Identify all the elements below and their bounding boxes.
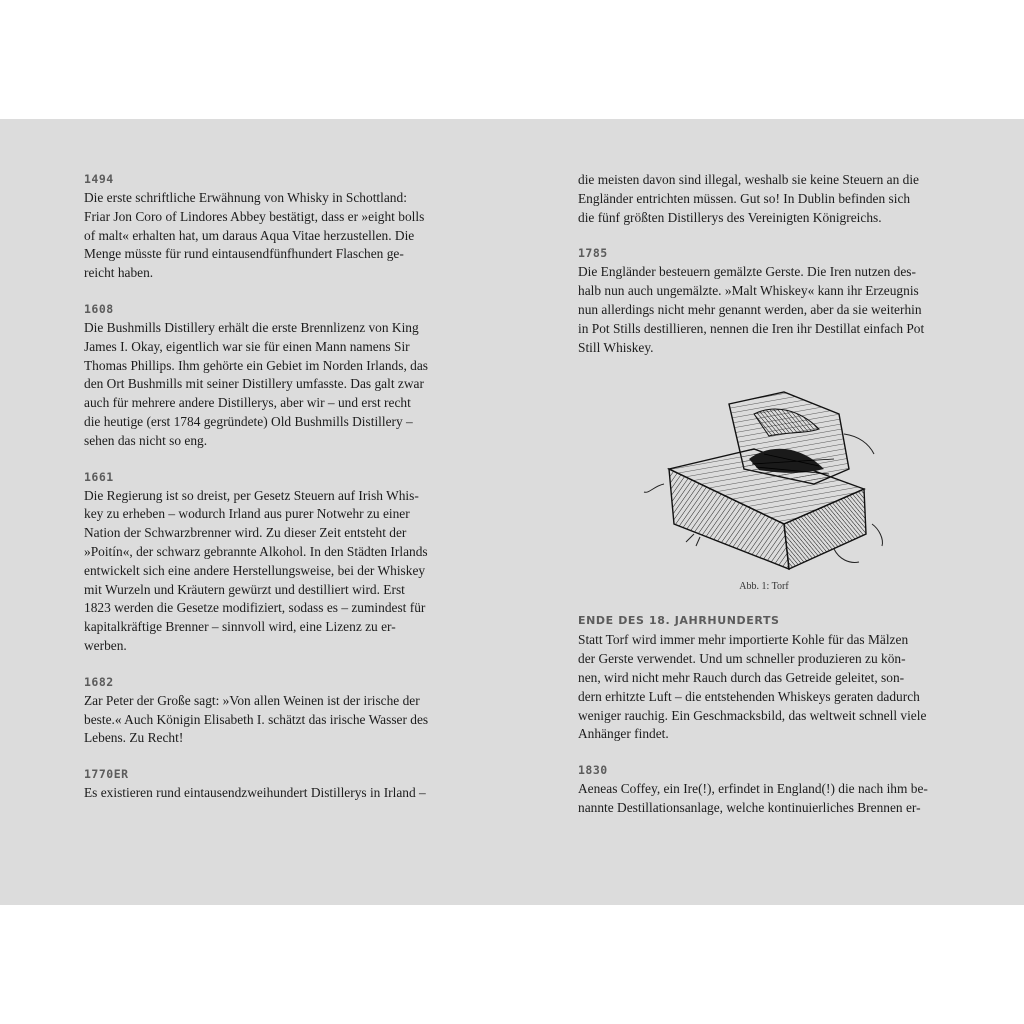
timeline-entry-1661 bbox=[84, 468, 456, 656]
figure-peat bbox=[578, 374, 950, 594]
timeline-entry-1494 bbox=[84, 170, 456, 283]
timeline-entry-1785 bbox=[578, 244, 950, 357]
entry-year: ENDE DES 18. JAHRHUNDERTS bbox=[578, 614, 780, 628]
right-page-column bbox=[578, 171, 950, 835]
entry-text: Die Engländer besteuern gemälzte Gerste. Die Iren nutzen des- halb nun auch ungemälzte. »Malt Whiskey« kann ihr Erzeugnis nun allerdings nicht mehr genannt werden, aber da sie weiterhin in Pot Stills destillieren, nennen die Iren ihr Destillat einfach Pot Still Whiskey. bbox=[578, 264, 925, 355]
entry-year: 1494 bbox=[84, 172, 114, 186]
entry-text: Statt Torf wird immer mehr importierte Kohle für das Mälzen der Gerste verwendet. Und um schneller produzieren zu kön- nen, wird nicht mehr Rauch durch das Getreide geleitet, son- dern erhitzte Luft – die entstehenden Whiskeys geraten dadurch weniger rauchig. Ein Geschmacksbild, das weltweit schnell viele Anhänger findet. bbox=[578, 632, 927, 742]
entry-text: Zar Peter der Große sagt: »Von allen Weinen ist der irische der beste.« Auch Königin Elisabeth I. schätzt das irische Wasser des Lebens. Zu Recht! bbox=[84, 692, 429, 746]
left-page-column bbox=[84, 170, 456, 820]
peat-block-illustration bbox=[634, 374, 894, 574]
entry-text: Die Regierung ist so dreist, per Gesetz Steuern auf Irish Whis- key zu erheben – wodurch Irland aus purer Notwehr zu einer Nation der Schwarzbrenner wird. Zu dieser Zeit entsteht der »Poitín«, der schwarz gebrannte Alkohol. In den Städten Irlands entwickelt sich eine andere Herstellungsweise, bei der Whiskey mit Wurzeln und Kräutern gewürzt und destilliert wird. Erst 1823 werden die Gesetze modifiziert, sodass es – zumindest für kapitalkräftige Brenner – sinnvoll wird, eine Lizenz zu er- werben. bbox=[84, 487, 428, 653]
timeline-entry-1770er bbox=[84, 765, 456, 803]
timeline-entry-1608 bbox=[84, 300, 456, 451]
entry-year: 1661 bbox=[84, 469, 114, 484]
timeline-entry-late-18th-century bbox=[578, 612, 950, 744]
timeline-entry-1830 bbox=[578, 761, 950, 818]
figure-caption: Abb. 1: Torf bbox=[739, 581, 789, 593]
entry-year: 1830 bbox=[578, 763, 608, 778]
continuation-paragraph bbox=[578, 171, 950, 227]
entry-year: 1785 bbox=[578, 246, 608, 261]
entry-text: Aeneas Coffey, ein Ire(!), erfindet in England(!) die nach ihm be- nannte Destillationsanlage, welche kontinuierliches Brennen er- bbox=[578, 781, 928, 815]
entry-text: die meisten davon sind illegal, weshalb sie keine Steuern an die Engländer entrichten müssen. Gut so! In Dublin befinden sich die fünf größten Distillerys des Vereinigten Königreichs. bbox=[578, 172, 919, 225]
entry-text: Es existieren rund eintausendzweihundert Distillerys in Irland – bbox=[84, 785, 426, 801]
entry-year: 1682 bbox=[84, 674, 114, 689]
entry-year: 1770ER bbox=[84, 767, 129, 782]
entry-text: Die Bushmills Distillery erhält die erste Brennlizenz von King James I. Okay, eigentlich war sie für einen Mann namens Sir Thomas Phillips. Ihm gehörte ein Gebiet im Norden Irlands, das den Ort Bushmills mit seiner Distillery umfasste. Das galt zwar auch für mehrere andere Distillerys, aber wir – und erst recht die heutige (erst 1784 gegründete) Old Bushmills Distillery – sehen das nicht so eng. bbox=[84, 319, 428, 448]
entry-year: 1608 bbox=[84, 301, 114, 316]
timeline-entry-1682 bbox=[84, 673, 456, 748]
entry-text: Die erste schriftliche Erwähnung von Whisky in Schottland: Friar Jon Coro of Lindores Abbey bestätigt, dass er »eight bolls of malt« erhalten hat, um daraus Aqua Vitae herzustellen. Die Menge müsste für rund eintausendfünfhundert Flaschen ge- reicht haben. bbox=[84, 190, 425, 281]
